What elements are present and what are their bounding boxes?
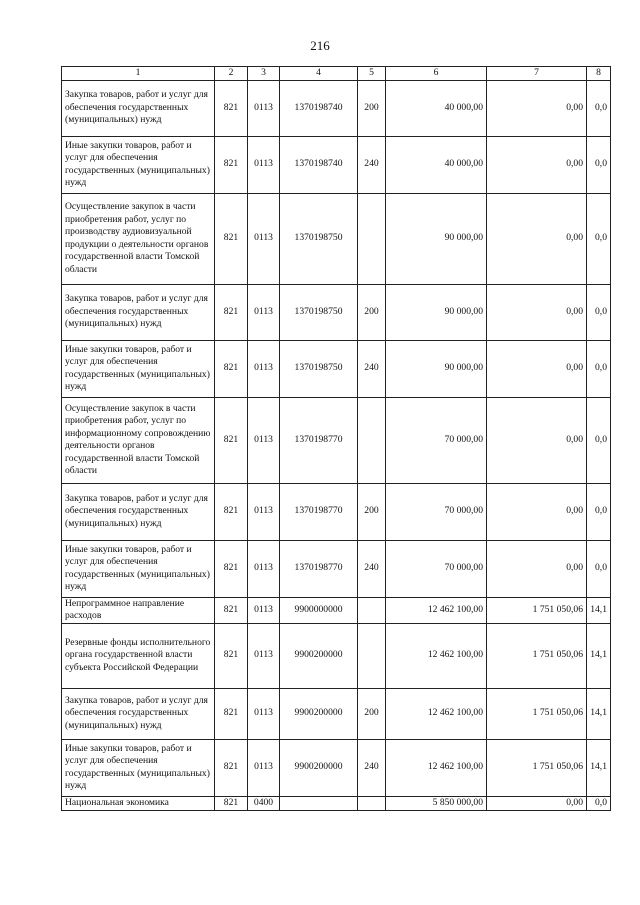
table-row — [62, 397, 611, 483]
row-name-cell: Национальная экономика — [62, 796, 215, 810]
row-percent-cell: 0,0 — [587, 136, 611, 193]
table-row — [62, 739, 611, 796]
row-razdel-cell: 0113 — [248, 483, 280, 540]
row-ved-cell: 821 — [215, 397, 248, 483]
row-razdel-cell: 0113 — [248, 193, 280, 284]
table-row — [62, 340, 611, 397]
row-fact-cell: 1 751 050,06 — [487, 623, 587, 688]
row-razdel-cell: 0113 — [248, 739, 280, 796]
row-plan-cell: 90 000,00 — [386, 340, 487, 397]
row-percent-cell: 0,0 — [587, 540, 611, 597]
row-csr-cell: 1370198740 — [280, 136, 358, 193]
row-csr-cell — [280, 796, 358, 810]
row-percent-cell: 14,1 — [587, 739, 611, 796]
row-fact-cell: 0,00 — [487, 284, 587, 340]
row-plan-cell: 70 000,00 — [386, 540, 487, 597]
column-header: 6 — [386, 67, 487, 81]
row-name-cell: Резервные фонды исполнительного органа государственной власти субъекта Российской Федерации — [62, 623, 215, 688]
table-row — [62, 688, 611, 739]
row-vr-cell — [358, 623, 386, 688]
row-fact-cell: 1 751 050,06 — [487, 597, 587, 623]
table-row — [62, 623, 611, 688]
row-name-cell: Непрограммное направление расходов — [62, 597, 215, 623]
row-ved-cell: 821 — [215, 483, 248, 540]
row-vr-cell: 240 — [358, 136, 386, 193]
row-name-cell: Закупка товаров, работ и услуг для обеспечения государственных (муниципальных) нужд — [62, 80, 215, 136]
row-ved-cell: 821 — [215, 340, 248, 397]
column-header: 8 — [587, 67, 611, 81]
column-header: 5 — [358, 67, 386, 81]
page-number: 216 — [310, 38, 330, 53]
row-razdel-cell: 0113 — [248, 136, 280, 193]
row-razdel-cell: 0113 — [248, 688, 280, 739]
row-plan-cell: 12 462 100,00 — [386, 597, 487, 623]
row-fact-cell: 0,00 — [487, 483, 587, 540]
row-razdel-cell: 0400 — [248, 796, 280, 810]
column-header: 2 — [215, 67, 248, 81]
row-csr-cell: 1370198770 — [280, 397, 358, 483]
row-ved-cell: 821 — [215, 688, 248, 739]
row-ved-cell: 821 — [215, 193, 248, 284]
row-ved-cell: 821 — [215, 739, 248, 796]
table-row — [62, 597, 611, 623]
row-ved-cell: 821 — [215, 136, 248, 193]
row-name-cell: Осуществление закупок в части приобретения работ, услуг по производству аудиовизуальной продукции о деятельности органов государственной власти Томской области — [62, 193, 215, 284]
row-plan-cell: 12 462 100,00 — [386, 623, 487, 688]
row-csr-cell: 1370198750 — [280, 340, 358, 397]
row-plan-cell: 70 000,00 — [386, 483, 487, 540]
row-csr-cell: 9900000000 — [280, 597, 358, 623]
row-fact-cell: 1 751 050,06 — [487, 688, 587, 739]
row-vr-cell — [358, 193, 386, 284]
row-ved-cell: 821 — [215, 597, 248, 623]
row-name-cell: Закупка товаров, работ и услуг для обеспечения государственных (муниципальных) нужд — [62, 688, 215, 739]
row-vr-cell: 240 — [358, 340, 386, 397]
row-name-cell: Иные закупки товаров, работ и услуг для обеспечения государственных (муниципальных) нужд — [62, 540, 215, 597]
row-vr-cell: 200 — [358, 284, 386, 340]
row-plan-cell: 90 000,00 — [386, 284, 487, 340]
row-percent-cell: 14,1 — [587, 597, 611, 623]
row-vr-cell — [358, 796, 386, 810]
row-percent-cell: 0,0 — [587, 397, 611, 483]
row-vr-cell: 200 — [358, 688, 386, 739]
row-razdel-cell: 0113 — [248, 397, 280, 483]
row-csr-cell: 9900200000 — [280, 623, 358, 688]
row-razdel-cell: 0113 — [248, 623, 280, 688]
row-plan-cell: 40 000,00 — [386, 80, 487, 136]
budget-table — [61, 66, 611, 811]
row-name-cell: Иные закупки товаров, работ и услуг для обеспечения государственных (муниципальных) нужд — [62, 739, 215, 796]
row-ved-cell: 821 — [215, 796, 248, 810]
table-row — [62, 80, 611, 136]
column-header: 3 — [248, 67, 280, 81]
row-csr-cell: 1370198750 — [280, 193, 358, 284]
row-csr-cell: 1370198770 — [280, 483, 358, 540]
row-percent-cell: 0,0 — [587, 483, 611, 540]
row-ved-cell: 821 — [215, 284, 248, 340]
table-row — [62, 136, 611, 193]
row-razdel-cell: 0113 — [248, 540, 280, 597]
row-csr-cell: 1370198740 — [280, 80, 358, 136]
column-header: 7 — [487, 67, 587, 81]
table-row — [62, 193, 611, 284]
row-vr-cell: 200 — [358, 483, 386, 540]
row-percent-cell: 0,0 — [587, 796, 611, 810]
row-csr-cell: 1370198770 — [280, 540, 358, 597]
row-name-cell: Иные закупки товаров, работ и услуг для обеспечения государственных (муниципальных) нужд — [62, 136, 215, 193]
row-fact-cell: 0,00 — [487, 136, 587, 193]
row-razdel-cell: 0113 — [248, 340, 280, 397]
row-csr-cell: 9900200000 — [280, 739, 358, 796]
row-plan-cell: 12 462 100,00 — [386, 739, 487, 796]
row-plan-cell: 70 000,00 — [386, 397, 487, 483]
table-row — [62, 796, 611, 810]
row-fact-cell: 0,00 — [487, 397, 587, 483]
row-name-cell: Иные закупки товаров, работ и услуг для обеспечения государственных (муниципальных) нужд — [62, 340, 215, 397]
row-fact-cell: 0,00 — [487, 340, 587, 397]
row-vr-cell: 200 — [358, 80, 386, 136]
row-fact-cell: 0,00 — [487, 540, 587, 597]
row-vr-cell: 240 — [358, 540, 386, 597]
row-plan-cell: 12 462 100,00 — [386, 688, 487, 739]
row-ved-cell: 821 — [215, 80, 248, 136]
row-percent-cell: 0,0 — [587, 284, 611, 340]
row-percent-cell: 14,1 — [587, 688, 611, 739]
row-ved-cell: 821 — [215, 623, 248, 688]
row-razdel-cell: 0113 — [248, 597, 280, 623]
row-razdel-cell: 0113 — [248, 80, 280, 136]
row-fact-cell: 0,00 — [487, 796, 587, 810]
row-csr-cell: 1370198750 — [280, 284, 358, 340]
header-row — [62, 67, 611, 81]
row-name-cell: Закупка товаров, работ и услуг для обеспечения государственных (муниципальных) нужд — [62, 284, 215, 340]
table-row — [62, 483, 611, 540]
row-vr-cell: 240 — [358, 739, 386, 796]
row-csr-cell: 9900200000 — [280, 688, 358, 739]
row-percent-cell: 0,0 — [587, 193, 611, 284]
row-plan-cell: 40 000,00 — [386, 136, 487, 193]
row-vr-cell — [358, 597, 386, 623]
row-ved-cell: 821 — [215, 540, 248, 597]
column-header: 1 — [62, 67, 215, 81]
row-percent-cell: 0,0 — [587, 80, 611, 136]
row-fact-cell: 1 751 050,06 — [487, 739, 587, 796]
row-name-cell: Закупка товаров, работ и услуг для обеспечения государственных (муниципальных) нужд — [62, 483, 215, 540]
row-razdel-cell: 0113 — [248, 284, 280, 340]
row-plan-cell: 5 850 000,00 — [386, 796, 487, 810]
table-row — [62, 284, 611, 340]
row-percent-cell: 14,1 — [587, 623, 611, 688]
row-fact-cell: 0,00 — [487, 193, 587, 284]
row-percent-cell: 0,0 — [587, 340, 611, 397]
row-plan-cell: 90 000,00 — [386, 193, 487, 284]
row-fact-cell: 0,00 — [487, 80, 587, 136]
column-header: 4 — [280, 67, 358, 81]
row-vr-cell — [358, 397, 386, 483]
row-name-cell: Осуществление закупок в части приобретения работ, услуг по информационному сопровождению деятельности органов государственной власти Томской области — [62, 397, 215, 483]
table-row — [62, 540, 611, 597]
